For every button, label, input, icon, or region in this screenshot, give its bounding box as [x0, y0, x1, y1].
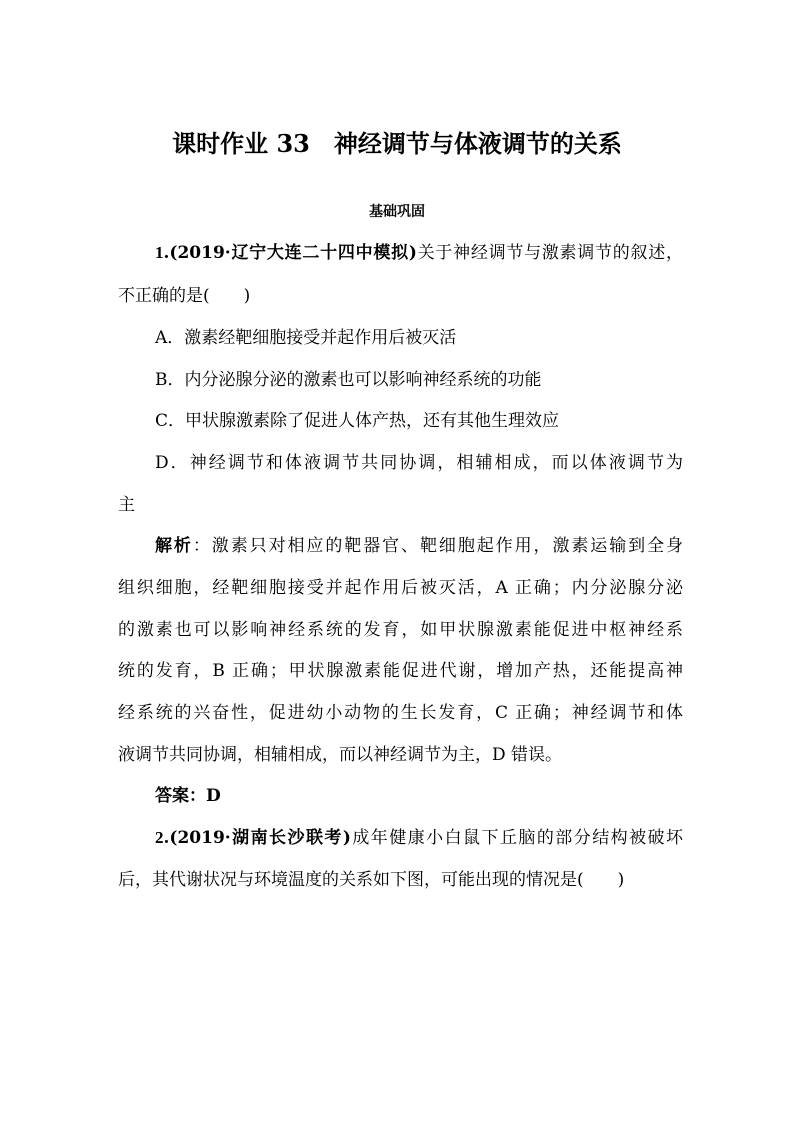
question-1-option-c: C．甲状腺激素除了促进人体产热，还有其他生理效应 [155, 411, 560, 431]
question-1-stem-line-2: 不正确的是( ) [118, 286, 251, 306]
question-1-analysis-line-4: 统的发育，B 正确；甲状腺激素能促进代谢，增加产热，还能提高神 [118, 661, 683, 681]
answer-label: 答案 [155, 786, 189, 806]
question-1-stem-line-1: 1.(2019·辽宁大连二十四中模拟)关于神经调节与激素调节的叙述， [155, 243, 683, 263]
question-1-answer [155, 781, 683, 811]
question-2-stem-line-2: 后，其代谢状况与环境温度的关系如下图，可能出现的情况是( ) [118, 870, 625, 890]
question-1-analysis-line-6: 液调节共同协调，相辅相成，而以神经调节为主，D 错误。 [118, 745, 563, 765]
section-heading: 基础巩固 [369, 204, 425, 220]
question-2-stem-line-1: 2.(2019·湖南长沙联考)成年健康小白鼠下丘脑的部分结构被破坏 [155, 828, 684, 848]
question-1-source: (2019·辽宁大连二十四中模拟) [169, 243, 417, 263]
question-2-source: (2019·湖南长沙联考) [169, 828, 351, 848]
question-1-option-d-line-1: D．神经调节和体液调节共同协调，相辅相成，而以体液调节为 [155, 453, 683, 473]
question-1-analysis-line-3: 的激素也可以影响神经系统的发育，如甲状腺激素能促进中枢神经系 [118, 620, 683, 640]
answer-value: ：D [189, 786, 221, 806]
question-1-analysis-line-5: 经系统的兴奋性，促进幼小动物的生长发育，C 正确；神经调节和体 [118, 703, 683, 723]
analysis-label: 解析 [155, 536, 193, 556]
question-2-stem-text: 成年健康小白鼠下丘脑的部分结构被破坏 [350, 828, 684, 848]
question-1-analysis-line-2: 组织细胞，经靶细胞接受并起作用后被灭活，A 正确；内分泌腺分泌 [118, 578, 683, 598]
question-2-number: 2 [155, 828, 164, 847]
question-1-number: 1 [155, 243, 164, 262]
page-title: 课时作业 33 神经调节与体液调节的关系 [172, 129, 622, 158]
question-1-option-a: A．激素经靶细胞接受并起作用后被灭活 [155, 328, 457, 348]
question-1-option-d-line-2: 主 [118, 495, 135, 515]
question-1-option-b: B．内分泌腺分泌的激素也可以影响神经系统的功能 [155, 370, 542, 390]
question-1-analysis-line-1: 解析：激素只对相应的靶器官、靶细胞起作用，激素运输到全身 [155, 536, 684, 556]
question-1-stem-text: 关于神经调节与激素调节的叙述， [416, 243, 683, 263]
